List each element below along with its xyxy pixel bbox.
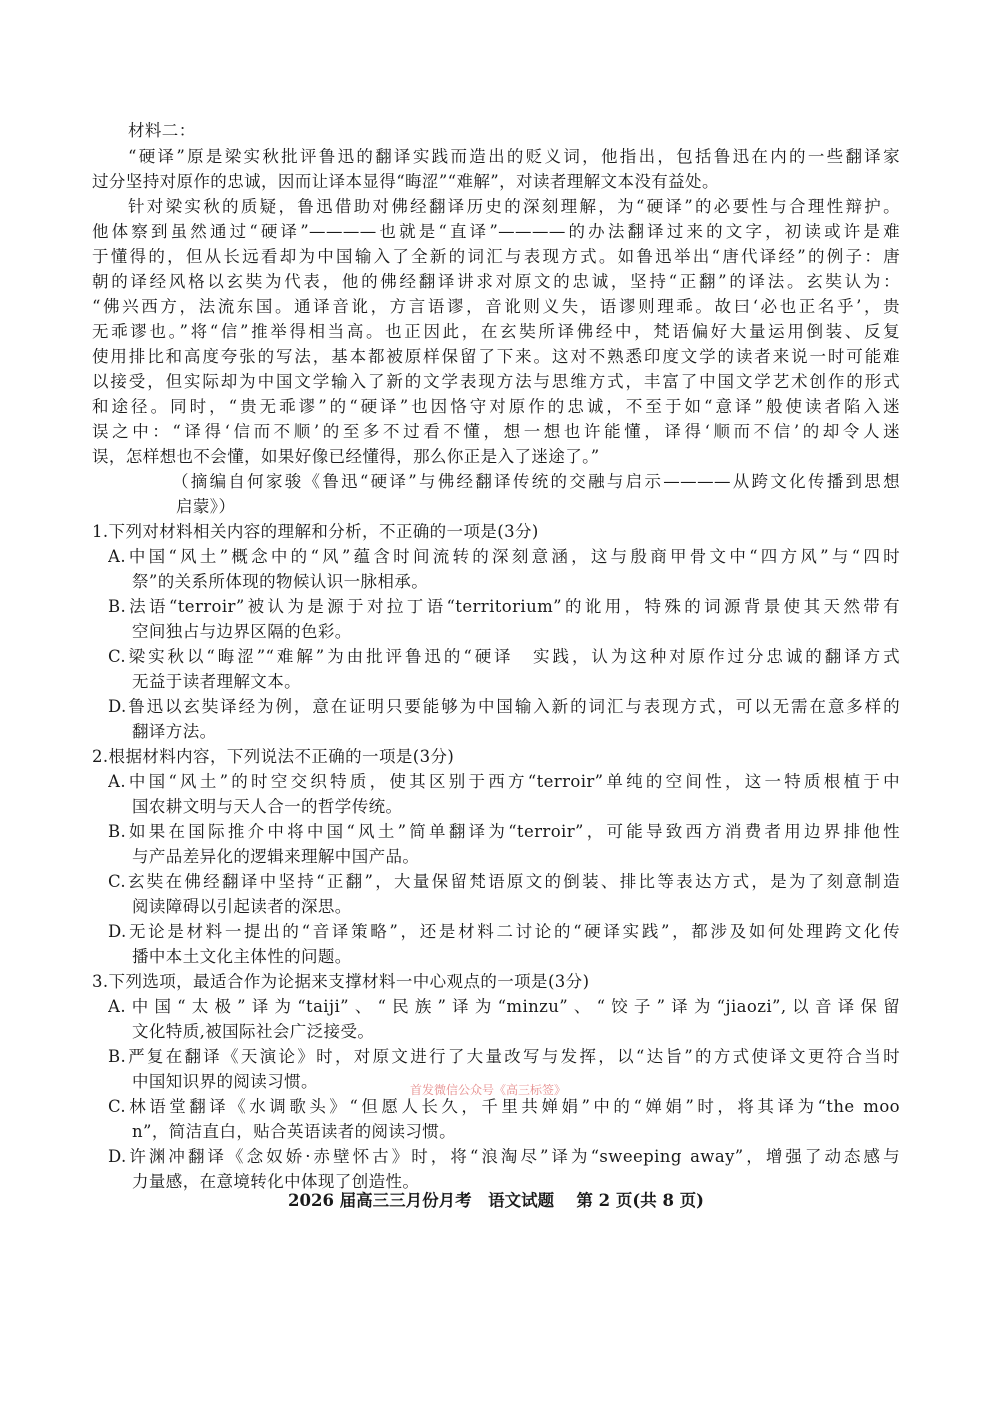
option-a-cont: 祭”的关系所体现的物候认识一脉相承。 — [132, 572, 429, 591]
source-line: 启蒙》） — [176, 497, 236, 516]
option-b: B.如果在国际推介中将中国“风土”简单翻译为“terroir”，可能导致西方消费者用边界排他性 — [108, 822, 900, 841]
text-line: 无乖谬也。”将“信”推举得相当高。也正因此，在玄奘所译佛经中，梵语偏好大量运用倒装、反复 — [92, 322, 900, 341]
text-line: 使用排比和高度夸张的写法，基本都被原样保留了下来。这对不熟悉印度文学的读者来说一时可能难 — [92, 347, 900, 366]
page-footer: 2026 届高三三月份月考 语文试题 第 2 页(共 8 页) — [288, 1191, 704, 1210]
text-line: “硬译”原是梁实秋批评鲁迅的翻译实践而造出的贬义词，他指出，包括鲁迅在内的一些翻译家 — [128, 147, 900, 166]
text-line: 和途径。同时，“贵无乖谬”的“硬译”也因恪守对原作的忠诚，不至于如“意译”般使读者陷入迷 — [92, 397, 900, 416]
question-stem: 2.根据材料内容，下列说法不正确的一项是(3分) — [92, 747, 455, 766]
option-d: D.许渊冲翻译《念奴娇·赤壁怀古》时，将“浪淘尽”译为“sweeping away”，增强了动态感与 — [108, 1147, 900, 1166]
source-line: （摘编自何家骏《鲁迅“硬译”与佛经翻译传统的交融与启示————从跨文化传播到思想 — [172, 472, 900, 491]
option-b-cont: 中国知识界的阅读习惯。 — [132, 1072, 318, 1091]
option-b: B.法语“terroir”被认为是源于对拉丁语“territorium”的讹用，特殊的词源背景使其天然带有 — [108, 597, 900, 616]
option-c-cont: 阅读障碍以引起读者的深思。 — [132, 897, 352, 916]
text-line: “佛兴西方，法流东国。通译音讹，方言语谬，音讹则义失，语谬则理乖。故曰‘必也正名乎’，贵 — [92, 297, 900, 316]
option-a-cont: 国农耕文明与天人合一的哲学传统。 — [132, 797, 403, 816]
option-a: A.中国“风土”的时空交织特质，使其区别于西方“terroir”单纯的空间性，这一特质根植于中 — [108, 772, 900, 791]
option-b: B.严复在翻译《天演论》时，对原文进行了大量改写与发挥，以“达旨”的方式使译文更符合当时 — [108, 1047, 900, 1066]
option-d: D.鲁迅以玄奘译经为例，意在证明只要能够为中国输入新的词汇与表现方式，可以无需在意多样的 — [108, 697, 900, 716]
option-c-cont: n”，简洁直白，贴合英语读者的阅读习惯。 — [132, 1122, 457, 1141]
option-a-cont: 文化特质,被国际社会广泛接受。 — [132, 1022, 375, 1041]
material2-heading: 材料二： — [128, 121, 196, 140]
option-d-cont: 播中本土文化主体性的问题。 — [132, 947, 352, 966]
text-line: 他体察到虽然通过“硬译”————也就是“直译”————的办法翻译过来的文字，初读或许是难 — [92, 222, 900, 241]
text-line: 朝的译经风格以玄奘为代表，他的佛经翻译讲求对原文的忠诚，坚持“正翻”的译法。玄奘认为： — [92, 272, 900, 291]
text-line: 于懂得的，但从长远看却为中国输入了全新的词汇与表现方式。如鲁迅举出“唐代译经”的例子：唐 — [92, 247, 900, 266]
option-b-cont: 与产品差异化的逻辑来理解中国产品。 — [132, 847, 420, 866]
option-c: C.玄奘在佛经翻译中坚持“正翻”，大量保留梵语原文的倒装、排比等表达方式，是为了刻意制造 — [108, 872, 900, 891]
option-c: C.梁实秋以“晦涩”“难解”为由批评鲁迅的“硬译 实践，认为这种对原作过分忠诚的翻译方式 — [108, 647, 900, 666]
option-d-cont: 力量感，在意境转化中体现了创造性。 — [132, 1172, 420, 1191]
option-d: D.无论是材料一提出的“音译策略”，还是材料二讨论的“硬译实践”，都涉及如何处理跨文化传 — [108, 922, 900, 941]
watermark: 首发微信公众号《高三标签》 — [410, 1083, 567, 1097]
option-a: A.中国“太极”译为“taiji”、“民族”译为“minzu”、“饺子”译为“jiaozi”,以音译保留 — [108, 997, 900, 1016]
question-stem: 3.下列选项，最适合作为论据来支撑材料一中心观点的一项是(3分) — [92, 972, 590, 991]
question-stem: 1.下列对材料相关内容的理解和分析，不正确的一项是(3分) — [92, 522, 539, 541]
option-b-cont: 空间独占与边界区隔的色彩。 — [132, 622, 352, 641]
text-line: 误之中：“译得‘信而不顺’的至多不过看不懂，想一想也许能懂，译得‘顺而不信’的却令人迷 — [92, 422, 900, 441]
text-line: 过分坚持对原作的忠诚，因而让译本显得“晦涩”“难解”，对读者理解文本没有益处。 — [92, 172, 719, 191]
option-d-cont: 翻译方法。 — [132, 722, 217, 741]
option-c: C.林语堂翻译《水调歌头》“但愿人长久，千里共婵娟”中的“婵娟”时，将其译为“the moo — [108, 1097, 900, 1116]
text-line: 针对梁实秋的质疑，鲁迅借助对佛经翻译历史的深刻理解，为“硬译”的必要性与合理性辩护。 — [128, 197, 900, 216]
option-a: A.中国“风土”概念中的“风”蕴含时间流转的深刻意涵，这与殷商甲骨文中“四方风”与“四时 — [108, 547, 900, 566]
text-line: 以接受，但实际却为中国文学输入了新的文学表现方法与思维方式，丰富了中国文学艺术创作的形式 — [92, 372, 900, 391]
option-c-cont: 无益于读者理解文本。 — [132, 672, 301, 691]
text-line: 误，怎样想也不会懂，如果好像已经懂得，那么你正是入了迷途了。” — [92, 447, 600, 466]
